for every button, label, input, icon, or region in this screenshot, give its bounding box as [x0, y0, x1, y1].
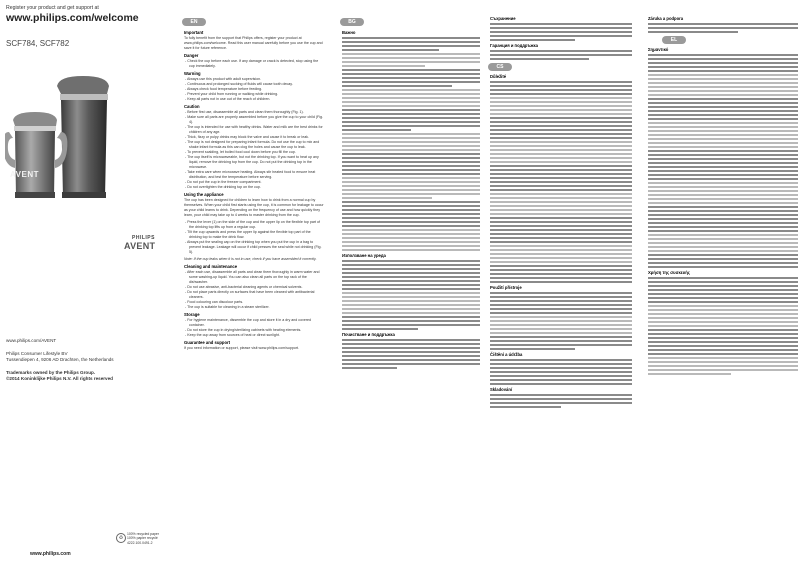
cs-important-title: Důležité — [490, 74, 507, 79]
text-block — [648, 277, 798, 375]
text-block — [490, 394, 632, 408]
storage-title: Storage — [184, 312, 200, 317]
using-step: - Tilt the cup upwards and press the upper lip against the flexible top part of the drinking top to make the drink flow. — [184, 230, 324, 240]
column-en — [184, 28, 324, 353]
using-title: Using the appliance — [184, 192, 224, 197]
danger-item: - Check the cup before each use. If any damage or crack is detected, stop using the cup immediately. — [184, 59, 324, 69]
important-title: Important — [184, 30, 204, 35]
register-line: Register your product and get support at — [6, 5, 99, 11]
text-block — [490, 50, 632, 60]
caution-item: - The cup is not designed for preparing infant formula. Do not use the cup to mix and shake infant formula as this can clog the holes and cause the cup to leak. — [184, 140, 324, 150]
company-address: Tussendiepen 4, 9206 AD Drachten, the Netherlands — [6, 357, 114, 362]
caution-title: Caution — [184, 104, 200, 109]
caution-item: - The cup is intended for use with healthy drinks. Water and milk are the best drinks for children of any age. — [184, 125, 324, 135]
using-step: - Always put the sealing cap on the drinking top when you put the cup in a bag to prevent leakage. Leakage will occur if child presses the seal while not drinking (Fig. 5). — [184, 240, 324, 255]
using-body: The cup has been designed for children to learn how to drink from a normal cup by themselves. When your child first starts using the cup, it is common for leakage to occur as your child learns to drink. Depending on the frequency of use and how quickly they learn, your child may take up to 4 weeks to master drinking from the cup. — [184, 198, 324, 217]
bg-storage-title: Съхранение — [490, 16, 516, 21]
text-block — [490, 359, 632, 385]
recyclable-text: 100% papier recyclé — [127, 536, 158, 541]
caution-item: - Before first use, disassemble all parts and clean them thoroughly (Fig. 1). — [184, 110, 324, 115]
cup-brand-label: AVENT — [10, 170, 40, 179]
guarantee-title: Guarantee and support — [184, 340, 231, 345]
storage-item: - Keep the cup away from sources of heat or direct sunlight. — [184, 333, 324, 338]
storage-item: - For hygiene maintenance, dissemble the cup and store it in a dry and covered container. — [184, 318, 324, 328]
recycle-icon: ♻ — [116, 533, 126, 543]
warning-title: Warning — [184, 71, 201, 76]
model-number: SCF784, SCF782 — [6, 39, 70, 48]
document-code: 4222.100.0491.2 — [127, 540, 153, 545]
warning-item: - Prevent your child from running or walking while drinking. — [184, 92, 324, 97]
cleaning-item: - Food colouring can discolour parts. — [184, 300, 324, 305]
philips-url-footer[interactable]: www.philips.com — [30, 551, 71, 557]
cleaning-title: Cleaning and maintenance — [184, 264, 238, 269]
cs-cleaning-title: Čištění a údržba — [490, 352, 523, 357]
text-block — [342, 260, 480, 330]
avent-logo: AVENT — [124, 241, 156, 251]
tab-cs: CS — [488, 63, 512, 71]
using-note: Note: If the cup leaks when it is not in use, check if you have assembled it correctly. — [184, 257, 317, 261]
warning-item: - Continuous and prolonged sucking of fluids will cause tooth decay. — [184, 82, 324, 87]
sippy-cups-image — [5, 70, 123, 205]
using-step: - Press the lever (1) on the side of the cup and the upper lip on the flexible top part of the drinking top lifts up from a regular cup. — [184, 220, 324, 230]
el-important-title: Σημαντικό — [648, 47, 669, 52]
cover-panel — [0, 0, 168, 575]
trademark-line: Trademarks owned by the Philips Group. — [6, 369, 96, 375]
cs-storage-title: Skladování — [490, 387, 513, 392]
caution-item: - Do not overtighten the drinking top on the cup. — [184, 185, 324, 190]
column-bg — [342, 28, 480, 371]
company-name: Philips Consumer Lifestyle BV — [6, 350, 68, 356]
avent-url[interactable]: www.philips.com/AVENT — [6, 338, 57, 343]
text-block — [648, 23, 798, 33]
caution-item: - Make sure all parts are properly assembled before you give the cup to your child (Fig. 4). — [184, 115, 324, 125]
company-info — [6, 338, 156, 383]
bg-cleaning-title: Почистване и поддръжка — [342, 332, 395, 337]
tab-bg: BG — [340, 18, 364, 26]
tab-el: EL — [662, 36, 686, 44]
caution-item: - Do not put the cup in the freezer compartment. — [184, 180, 324, 185]
caution-item: - Thick, fizzy or pulpy drinks may block the valve and cause it to break or leak. — [184, 135, 324, 140]
philips-logo: PHILIPS — [132, 235, 155, 241]
cleaning-item: - The cup is suitable for cleaning in a steam sterilizer. — [184, 305, 324, 310]
caution-item: - The cup itself is microwaveable, but not the drinking top. If you want to heat up any liquid, remove the drinking top from the cup. Do not put the drinking top in the microwave. — [184, 155, 324, 170]
cleaning-item: - Do not use abrasive, anti-bacterial cleaning agents or chemical solvents. — [184, 285, 324, 290]
text-block — [342, 37, 480, 251]
recycled-text: 100% recycled paper — [127, 532, 159, 536]
text-block — [490, 23, 632, 41]
text-block — [342, 339, 480, 369]
recycle-info — [127, 532, 171, 545]
storage-item: - Do not store the cup in drying/sterilizing cabinets with heating elements. — [184, 328, 324, 333]
cleaning-item: - Do not place parts directly on surfaces that have been cleaned with antibacterial cleaners. — [184, 290, 324, 300]
bg-using-title: Използване на уреда — [342, 253, 386, 258]
danger-title: Danger — [184, 53, 199, 58]
warning-item: - Always use this product with adult supervision. — [184, 77, 324, 82]
column-bg-cs — [490, 14, 632, 410]
text-block — [648, 54, 798, 268]
caution-item: - To prevent scalding, let boiled food cool down before you fill the cup. — [184, 150, 324, 155]
caution-item: - Take extra care when microwave heating. Always stir heated food to ensure heat distribution, and test the temperature before serving. — [184, 170, 324, 180]
text-block — [490, 292, 632, 350]
cs-using-title: Použití přístroje — [490, 285, 522, 290]
column-cs-el — [648, 14, 798, 377]
warning-item: - Always check food temperature before feeding. — [184, 87, 324, 92]
text-block — [490, 81, 632, 283]
copyright-line: ©2014 Koninklijke Philips N.V. All rights reserved — [6, 376, 113, 381]
tab-en: EN — [182, 18, 206, 26]
bg-guarantee-title: Гаранция и поддръжка — [490, 43, 538, 48]
welcome-url[interactable]: www.philips.com/welcome — [6, 12, 139, 24]
cleaning-item: - After each use, disassemble all parts and clean them thoroughly in warm water and some washing-up liquid. You can also clean all parts on the top rack of the dishwasher. — [184, 270, 324, 285]
guarantee-body: If you need information or support, please visit www.philips.com/support. — [184, 346, 300, 350]
warning-item: - Keep all parts not in use out of the reach of children. — [184, 97, 324, 102]
el-using-title: Χρήση της συσκευής — [648, 270, 690, 275]
cs-guarantee-title: Záruka a podpora — [648, 16, 684, 21]
important-body: To fully benefit from the support that Philips offers, register your product at www.philips.com/welcome. Read this user manual carefully before you use the cup and save it for future reference. — [184, 36, 323, 50]
bg-important-title: Важно — [342, 30, 356, 35]
